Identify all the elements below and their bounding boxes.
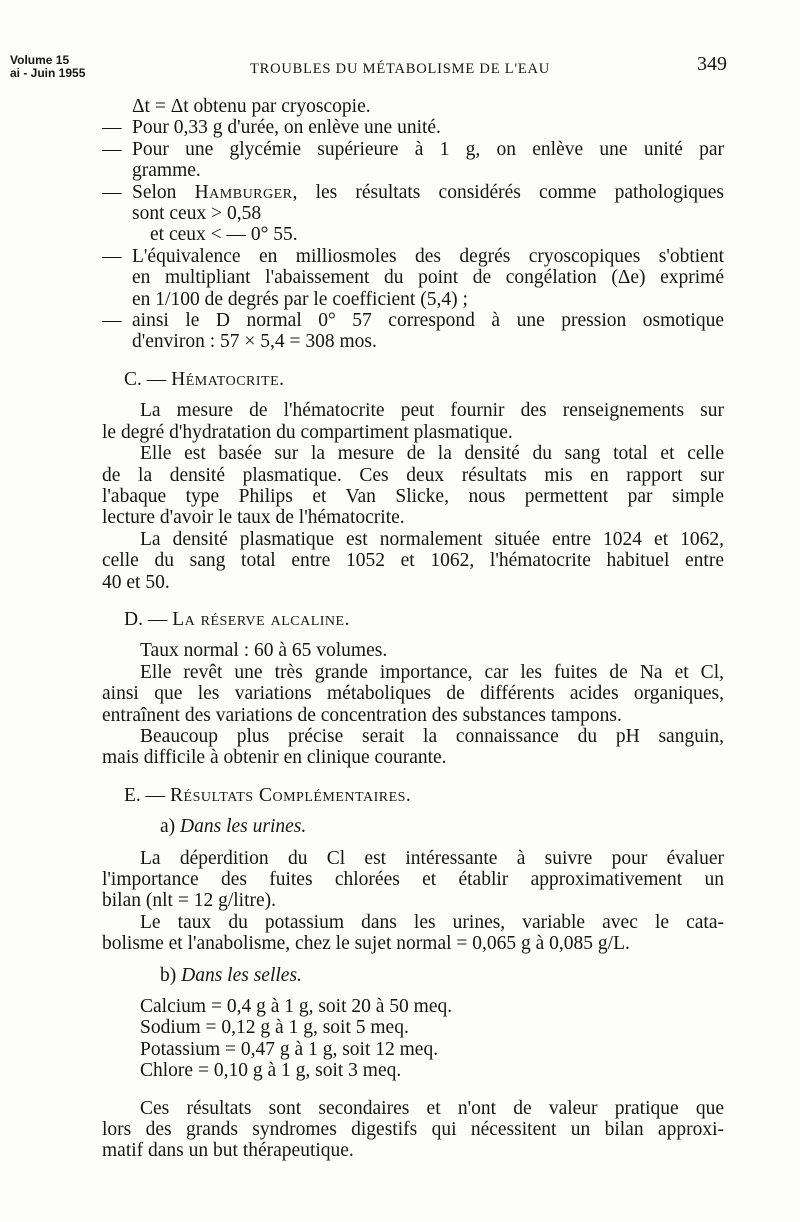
paragraph-line: bilan (nlt = 12 g/litre). xyxy=(102,890,277,912)
paragraph xyxy=(102,1098,724,1162)
section-heading xyxy=(102,609,724,630)
list-item-text: et ceux < — 0° 55. xyxy=(150,224,298,246)
paragraph-line: mais difficile à obtenir en clinique courante. xyxy=(102,747,447,769)
subsection-label: a) xyxy=(160,816,181,838)
list-item xyxy=(102,246,724,310)
list-item-text: sont ceux > 0,58 xyxy=(132,203,262,225)
list-item: Potassium = 0,47 g à 1 g, soit 12 meq. xyxy=(140,1038,439,1060)
dash-mark: — xyxy=(102,138,122,160)
subsection-heading xyxy=(102,816,724,837)
paragraph-line: ainsi que les variations métaboliques de différents acides organiques, xyxy=(102,683,724,705)
section-heading xyxy=(102,785,724,806)
list-item-text: Pour une glycémie supérieure à 1 g, on enlève une unité par xyxy=(132,138,724,160)
list-item xyxy=(102,117,724,138)
section-title: Résultats Complémentaires. xyxy=(170,784,412,806)
paragraph xyxy=(102,400,724,443)
subsection-title: Dans les urines. xyxy=(180,816,307,838)
subsection-title: Dans les selles. xyxy=(181,964,302,986)
list-item-text: L'équivalence en milliosmoles des degrés cryoscopiques s'obtient xyxy=(132,245,724,267)
paragraph-line: Taux normal : 60 à 65 volumes. xyxy=(140,640,388,662)
section-title: Hématocrite. xyxy=(171,368,285,390)
section-heading xyxy=(102,369,724,390)
list-item-text: en 1/100 de degrés par le coefficient (5,4) ; xyxy=(132,288,468,310)
dash-mark: — xyxy=(102,310,122,332)
text-fragment: , les résultats considérés comme pathologiques xyxy=(292,181,724,203)
paragraph-line: bolisme et l'anabolisme, chez le sujet normal = 0,065 g à 0,085 g/L. xyxy=(102,933,630,955)
section-label: E. — xyxy=(124,784,171,806)
stool-values-list xyxy=(102,996,724,1082)
paragraph xyxy=(102,912,724,955)
paragraph-line: celle du sang total entre 1052 et 1062, l'hématocrite habituel entre xyxy=(102,550,724,572)
paragraph-line: Elle est basée sur la mesure de la densité du sang total et celle xyxy=(140,443,724,465)
subsection-heading xyxy=(102,965,724,986)
list-item: Chlore = 0,10 g à 1 g, soit 3 meq. xyxy=(140,1060,402,1082)
list-item: Sodium = 0,12 g à 1 g, soit 5 meq. xyxy=(140,1017,409,1039)
list-item-text: gramme. xyxy=(132,160,201,182)
issue-date-line: ai - Juin 1955 xyxy=(10,66,86,80)
section-label: D. — xyxy=(124,608,173,630)
paragraph xyxy=(102,848,724,912)
list-item-text: d'environ : 57 × 5,4 = 308 mos. xyxy=(132,331,377,353)
dash-mark: — xyxy=(102,245,122,267)
list-item-text xyxy=(132,182,724,203)
paragraph-line: 40 et 50. xyxy=(102,571,170,593)
paragraph-line: entraînent des variations de concentration des substances tampons. xyxy=(102,704,622,726)
paragraph-line: La mesure de l'hématocrite peut fournir des renseignements sur xyxy=(140,400,724,422)
paragraph-line: Elle revêt une très grande importance, car les fuites de Na et Cl, xyxy=(140,661,724,683)
paragraph xyxy=(102,443,724,529)
paragraph-line: Le taux du potassium dans les urines, variable avec le cata- xyxy=(140,911,724,933)
volume-line: Volume 15 xyxy=(10,53,70,67)
list-item: Calcium = 0,4 g à 1 g, soit 20 à 50 meq. xyxy=(140,996,453,1018)
list-item xyxy=(102,182,724,246)
page-body xyxy=(102,96,724,1162)
paragraph-line: La densité plasmatique est normalement située entre 1024 et 1062, xyxy=(140,528,724,550)
paragraph-line: le degré d'hydratation du compartiment plasmatique. xyxy=(102,421,513,443)
page-number: 349 xyxy=(697,53,727,75)
paragraph-line: Ces résultats sont secondaires et n'ont de valeur pratique que xyxy=(140,1097,724,1119)
dash-mark: — xyxy=(102,117,122,139)
paragraph xyxy=(102,726,724,769)
dash-mark: — xyxy=(102,181,122,203)
section-title: La réserve alcaline. xyxy=(172,608,350,630)
list-item-text: ainsi le D normal 0° 57 correspond à une pression osmotique xyxy=(132,310,724,332)
paragraph-line: Beaucoup plus précise serait la connaissance du pH sanguin, xyxy=(140,725,724,747)
paragraph-line: lors des grands syndromes digestifs qui nécessitent un bilan approxi- xyxy=(102,1119,724,1141)
paragraph-line: l'importance des fuites chlorées et établir approximativement un xyxy=(102,869,724,890)
paragraph xyxy=(102,529,724,593)
author-name: Hamburger xyxy=(194,181,293,203)
running-title: TROUBLES DU MÉTABOLISME DE L'EAU xyxy=(249,61,551,77)
paragraph-line: de la densité plasmatique. Ces deux résultats mis en rapport sur xyxy=(102,464,724,486)
list-item xyxy=(102,310,724,353)
paragraph-line: l'abaque type Philips et Van Slicke, nous permettent par simple xyxy=(102,485,724,507)
list-item xyxy=(102,139,724,182)
paragraph-line: La déperdition du Cl est intéressante à suivre pour évaluer xyxy=(140,847,724,869)
subsection-label: b) xyxy=(160,964,182,986)
section-label: C. — xyxy=(124,368,172,390)
paragraph-line: matif dans un but thérapeutique. xyxy=(102,1140,354,1162)
text-fragment: Selon xyxy=(132,181,195,203)
list-item-text: en multipliant l'abaissement du point de congélation (Δe) exprimé xyxy=(132,267,724,289)
paragraph-line: lecture d'avoir le taux de l'hématocrite. xyxy=(102,507,405,529)
list-item-text: Pour 0,33 g d'urée, on enlève une unité. xyxy=(132,117,441,139)
paragraph xyxy=(102,662,724,726)
delta-t-line: Δt = Δt obtenu par cryoscopie. xyxy=(132,96,371,117)
